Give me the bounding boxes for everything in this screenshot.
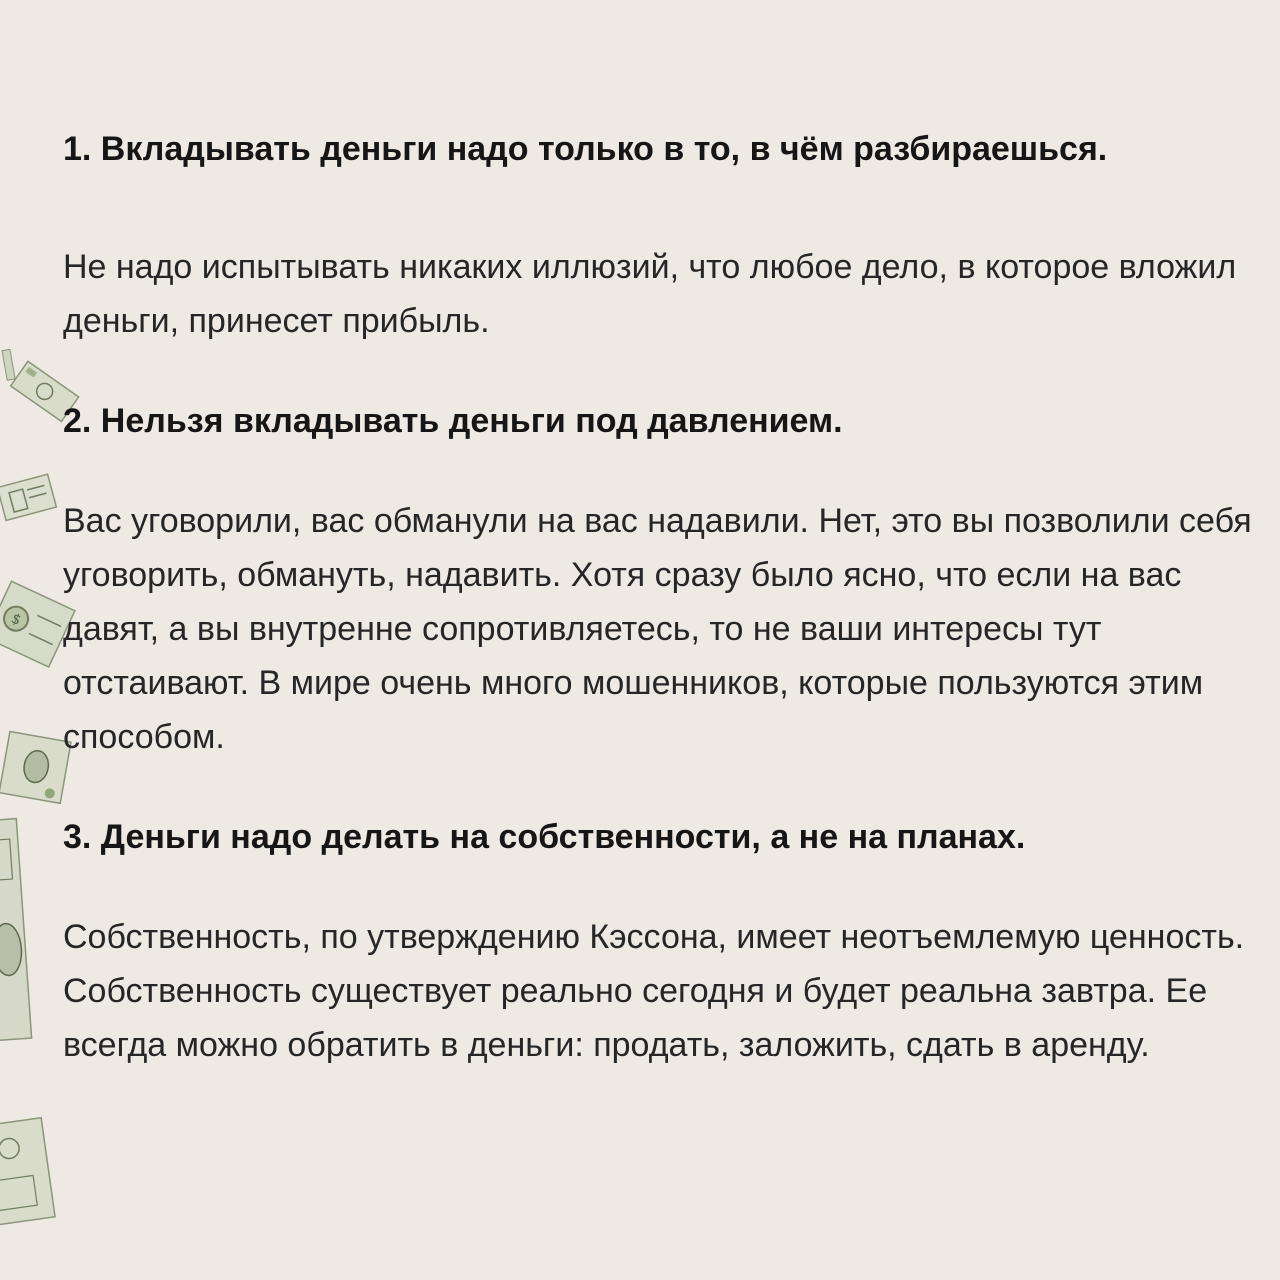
dollar-bill-icon bbox=[2, 349, 15, 380]
dollar-bill-icon bbox=[0, 732, 71, 804]
article-content bbox=[63, 122, 1263, 1072]
svg-text:$: $ bbox=[8, 610, 24, 629]
section-2-text: Вас уговорили, вас обманули на вас надавили. Нет, это вы позволили себя уговорить, обмануть, надавить. Хотя сразу было ясно, что если на вас давят, а вы внутренне сопротивляетесь, то не ваши интересы тут отстаивают. В мире очень много мошенников, которые пользуются этим способом. bbox=[63, 502, 1252, 756]
section-1-heading: 1. Вкладывать деньги надо только в то, в чём разбираешься. bbox=[63, 130, 1108, 168]
section-1-text: Не надо испытывать никаких иллюзий, что любое дело, в которое вложил деньги, принесет прибыль. bbox=[63, 248, 1237, 340]
section-2-heading: 2. Нельзя вкладывать деньги под давлением. bbox=[63, 402, 843, 440]
section-3-text: Собственность, по утверждению Кэссона, имеет неотъемлемую ценность. Собственность существует реально сегодня и будет реальна завтра. Ее всегда можно обратить в деньги: продать, заложить, сдать в аренду. bbox=[63, 918, 1245, 1064]
dollar-bill-icon bbox=[0, 1118, 55, 1226]
section-3-heading: 3. Деньги надо делать на собственности, а не на планах. bbox=[63, 818, 1026, 856]
dollar-bill-icon bbox=[0, 819, 32, 1042]
dollar-bill-icon bbox=[0, 474, 56, 520]
